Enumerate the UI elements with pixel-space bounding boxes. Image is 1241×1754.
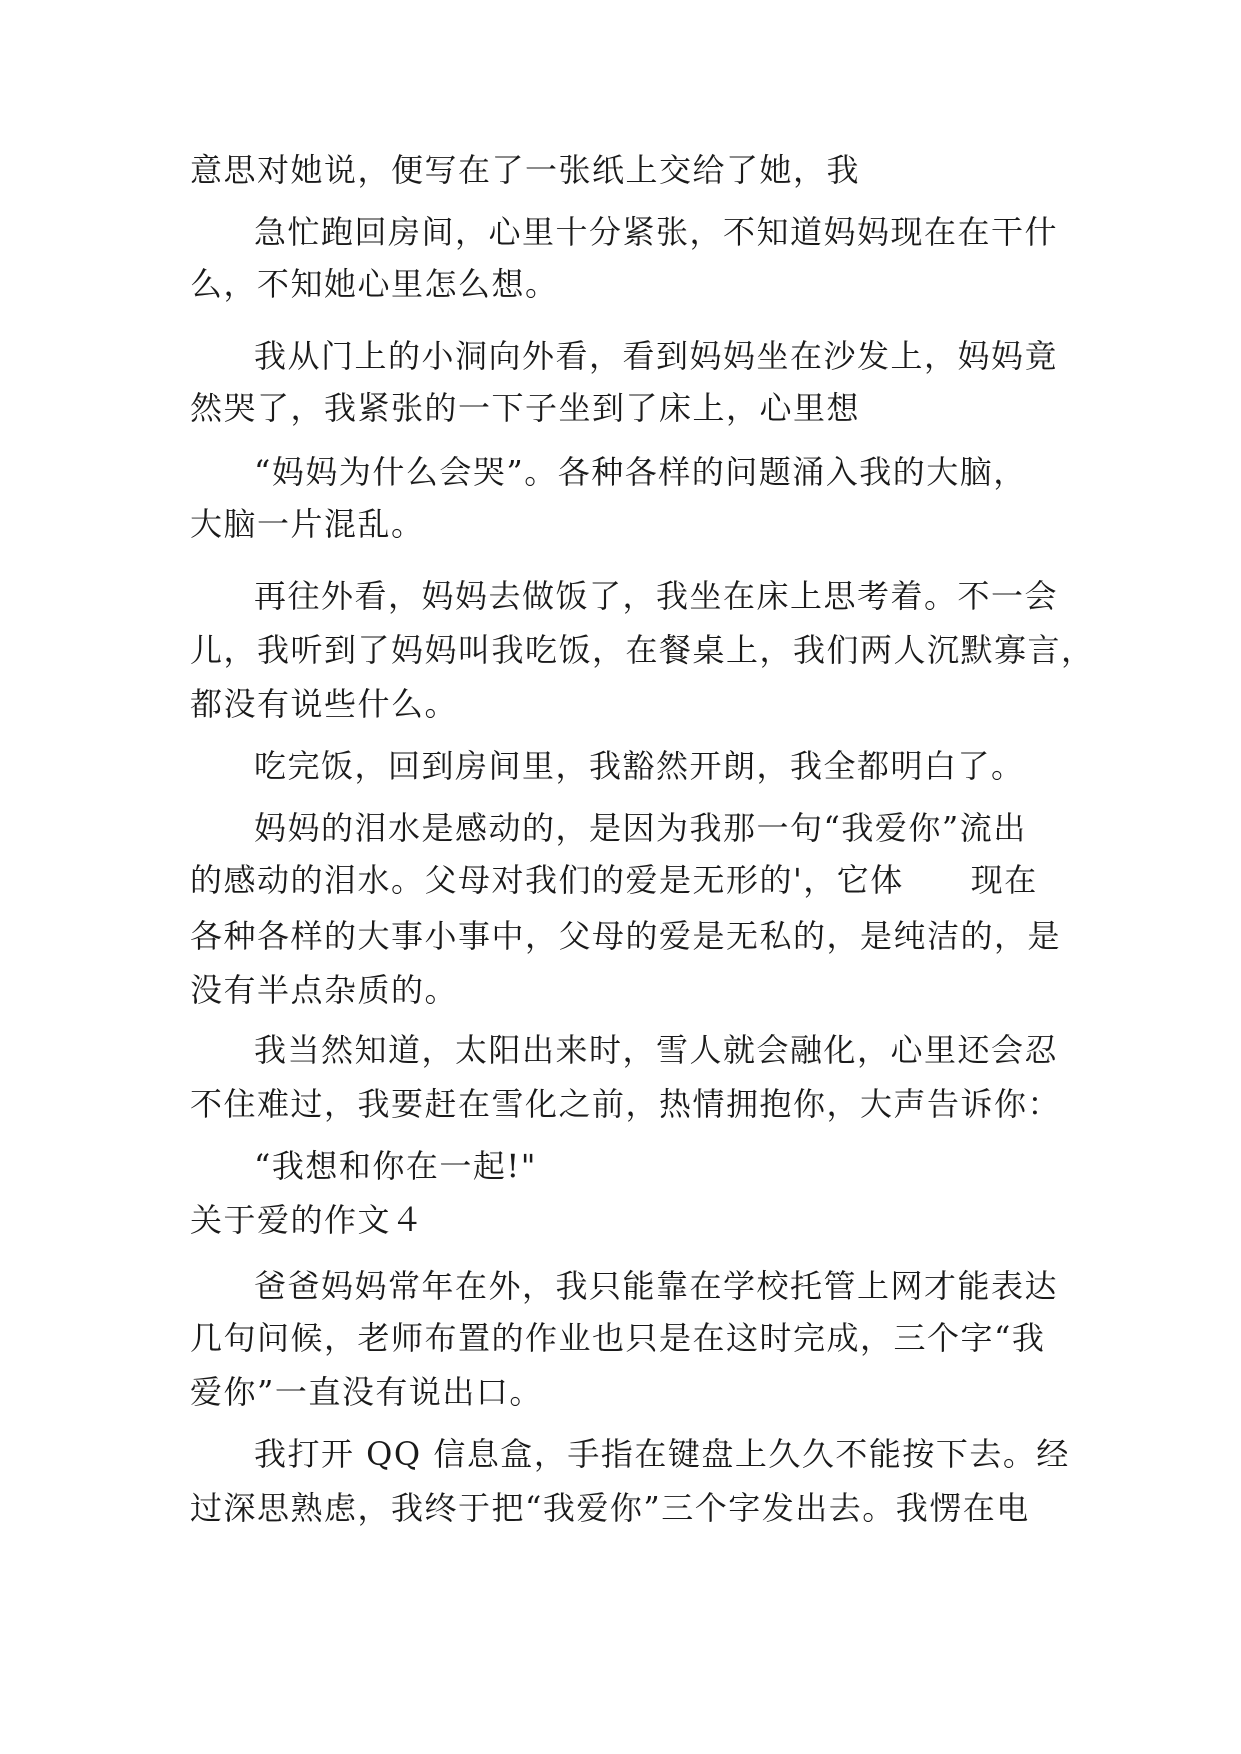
text-line-13: 的感动的泪水。父母对我们的爱是无形的'，它体 现在 — [190, 861, 1038, 899]
text-line-6: “妈妈为什么会哭”。各种各样的问题涌入我的大脑， — [254, 453, 1027, 491]
section-heading: 关于爱的作文４ — [190, 1201, 425, 1239]
text-line-23: 我打开 QQ 信息盒，手指在键盘上久久不能按下去。经 — [254, 1435, 1070, 1473]
text-line-7: 大脑一片混乱。 — [190, 505, 425, 543]
text-line-20: 爸爸妈妈常年在外，我只能靠在学校托管上网才能表达 — [254, 1267, 1059, 1305]
text-line-5: 然哭了，我紧张的一下子坐到了床上，心里想 — [190, 389, 861, 427]
text-line-21: 几句问候，老师布置的作业也只是在这时完成，三个字“我 — [190, 1319, 1046, 1357]
text-line-2: 急忙跑回房间，心里十分紧张，不知道妈妈现在在干什 — [254, 213, 1059, 251]
text-line-10: 都没有说些什么。 — [190, 685, 459, 723]
text-line-15: 没有半点杂质的。 — [190, 971, 459, 1009]
text-line-22: 爱你”一直没有说出口。 — [190, 1373, 543, 1411]
text-line-4: 我从门上的小洞向外看，看到妈妈坐在沙发上，妈妈竟 — [254, 337, 1059, 375]
text-line-8: 再往外看，妈妈去做饭了，我坐在床上思考着。不一会 — [254, 577, 1059, 615]
text-line-11: 吃完饭，回到房间里，我豁然开朗，我全都明白了。 — [254, 747, 1025, 785]
text-line-17: 不住难过，我要赶在雪化之前，热情拥抱你，大声告诉你： — [190, 1085, 1062, 1123]
text-line-18: “我想和你在一起!" — [254, 1147, 537, 1185]
text-line-1: 意思对她说，便写在了一张纸上交给了她，我 — [190, 151, 861, 189]
text-line-24: 过深思熟虑，我终于把“我爱你”三个字发出去。我愣在电 — [190, 1489, 1030, 1527]
text-line-3: 么，不知她心里怎么想。 — [190, 265, 559, 303]
text-line-9: 儿，我听到了妈妈叫我吃饭，在餐桌上，我们两人沉默寡言， — [190, 631, 1095, 669]
text-line-16: 我当然知道，太阳出来时，雪人就会融化，心里还会忍 — [254, 1031, 1059, 1069]
text-line-12: 妈妈的泪水是感动的，是因为我那一句“我爱你”流出 — [254, 809, 1027, 847]
text-line-14: 各种各样的大事小事中，父母的爱是无私的，是纯洁的，是 — [190, 917, 1062, 955]
